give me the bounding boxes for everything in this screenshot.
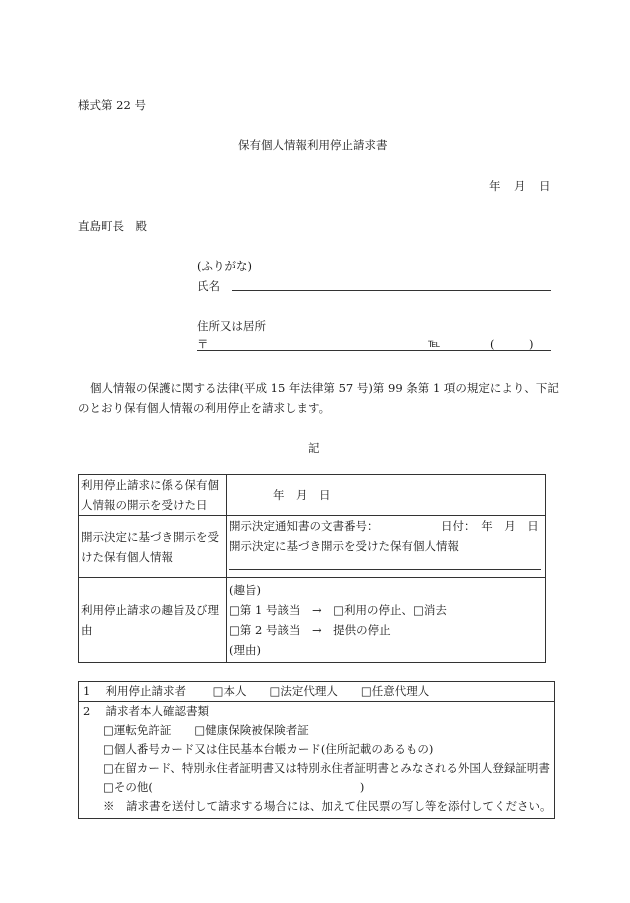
table-row xyxy=(79,516,546,578)
requester-type-row: 1 利用停止請求者 □本人 □法定代理人 □任意代理人 xyxy=(79,682,555,702)
disclosed-info-text: 開示決定に基づき開示を受けた保有個人情報 xyxy=(229,539,459,553)
disclosure-date-label: 利用停止請求に係る保有個 人情報の開示を受けた日 xyxy=(79,475,227,516)
address-label: 住所又は居所 xyxy=(197,319,266,333)
form-number: 様式第 22 号 xyxy=(78,98,146,112)
addressee: 直島町長 殿 xyxy=(78,219,147,233)
disclosed-info-value xyxy=(227,516,546,578)
purpose-reason-value: (趣旨) □第 1 号該当 → □利用の停止、□消去 □第 2 号該当 → 提供の停止 (理由) xyxy=(227,578,546,663)
document-title: 保有個人情報利用停止請求書 xyxy=(238,138,388,152)
doc-option-license: □運転免許証 □健康保険被保険者証 xyxy=(103,723,309,737)
disclosure-date-value: 年 月 日 xyxy=(227,475,546,516)
table-row xyxy=(79,702,555,819)
disclosed-info-label: 開示決定に基づき開示を受 けた保有個人情報 xyxy=(79,516,227,578)
disclosed-info-underline xyxy=(229,569,541,570)
body-text-line-1: 個人情報の保護に関する法律(平成 15 年法律第 57 号)第 99 条第 1 項の規定により、下記 xyxy=(90,381,559,395)
ki-heading: 記 xyxy=(308,441,320,455)
doc-option-other: □その他( ) xyxy=(103,780,365,794)
name-label: 氏名 xyxy=(197,279,220,293)
request-date: 年 月 日 xyxy=(489,179,552,193)
requester-info-table xyxy=(78,681,555,819)
name-underline xyxy=(232,290,551,291)
doc-option-my-number: □個人番号カード又は住民基本台帳カード(住所記載のあるもの) xyxy=(103,742,434,756)
postal-mark: 〒 xyxy=(197,337,209,351)
doc-number-label: 開示決定通知書の文書番号： xyxy=(229,519,379,533)
furigana-label: (ふりがな) xyxy=(197,259,252,273)
purpose-reason-label: 利用停止請求の趣旨及び理 由 xyxy=(79,578,227,663)
body-text-line-2: のとおり保有個人情報の利用停止を請求します。 xyxy=(78,401,331,415)
doc-date-label: 日付： 年 月 日 xyxy=(441,519,539,533)
table-row xyxy=(79,578,546,663)
identity-documents: 2 請求者本人確認書類 □運転免許証 □健康保険被保険者証 □個人番号カード又は住民基本台帳カード(住所記載のあるもの) □在留カード、特別永住者証明書又は特別永住者証明書とみなされる外国人登録証明書 □その他( ) ※ 請求書を送付して請求する場合には、加えて住民票の写し等を添付してください。 xyxy=(79,702,555,819)
mailing-note: ※ 請求書を送付して請求する場合には、加えて住民票の写し等を添付してください。 xyxy=(103,799,552,813)
tel-paren: ( ) xyxy=(490,337,534,351)
address-underline xyxy=(197,350,551,351)
tel-mark: ℡ xyxy=(428,336,441,350)
table-row xyxy=(79,682,555,702)
doc-option-residence-card: □在留カード、特別永住者証明書又は特別永住者証明書とみなされる外国人登録証明書 xyxy=(103,761,550,775)
request-details-table xyxy=(78,474,546,663)
table-row xyxy=(79,475,546,516)
